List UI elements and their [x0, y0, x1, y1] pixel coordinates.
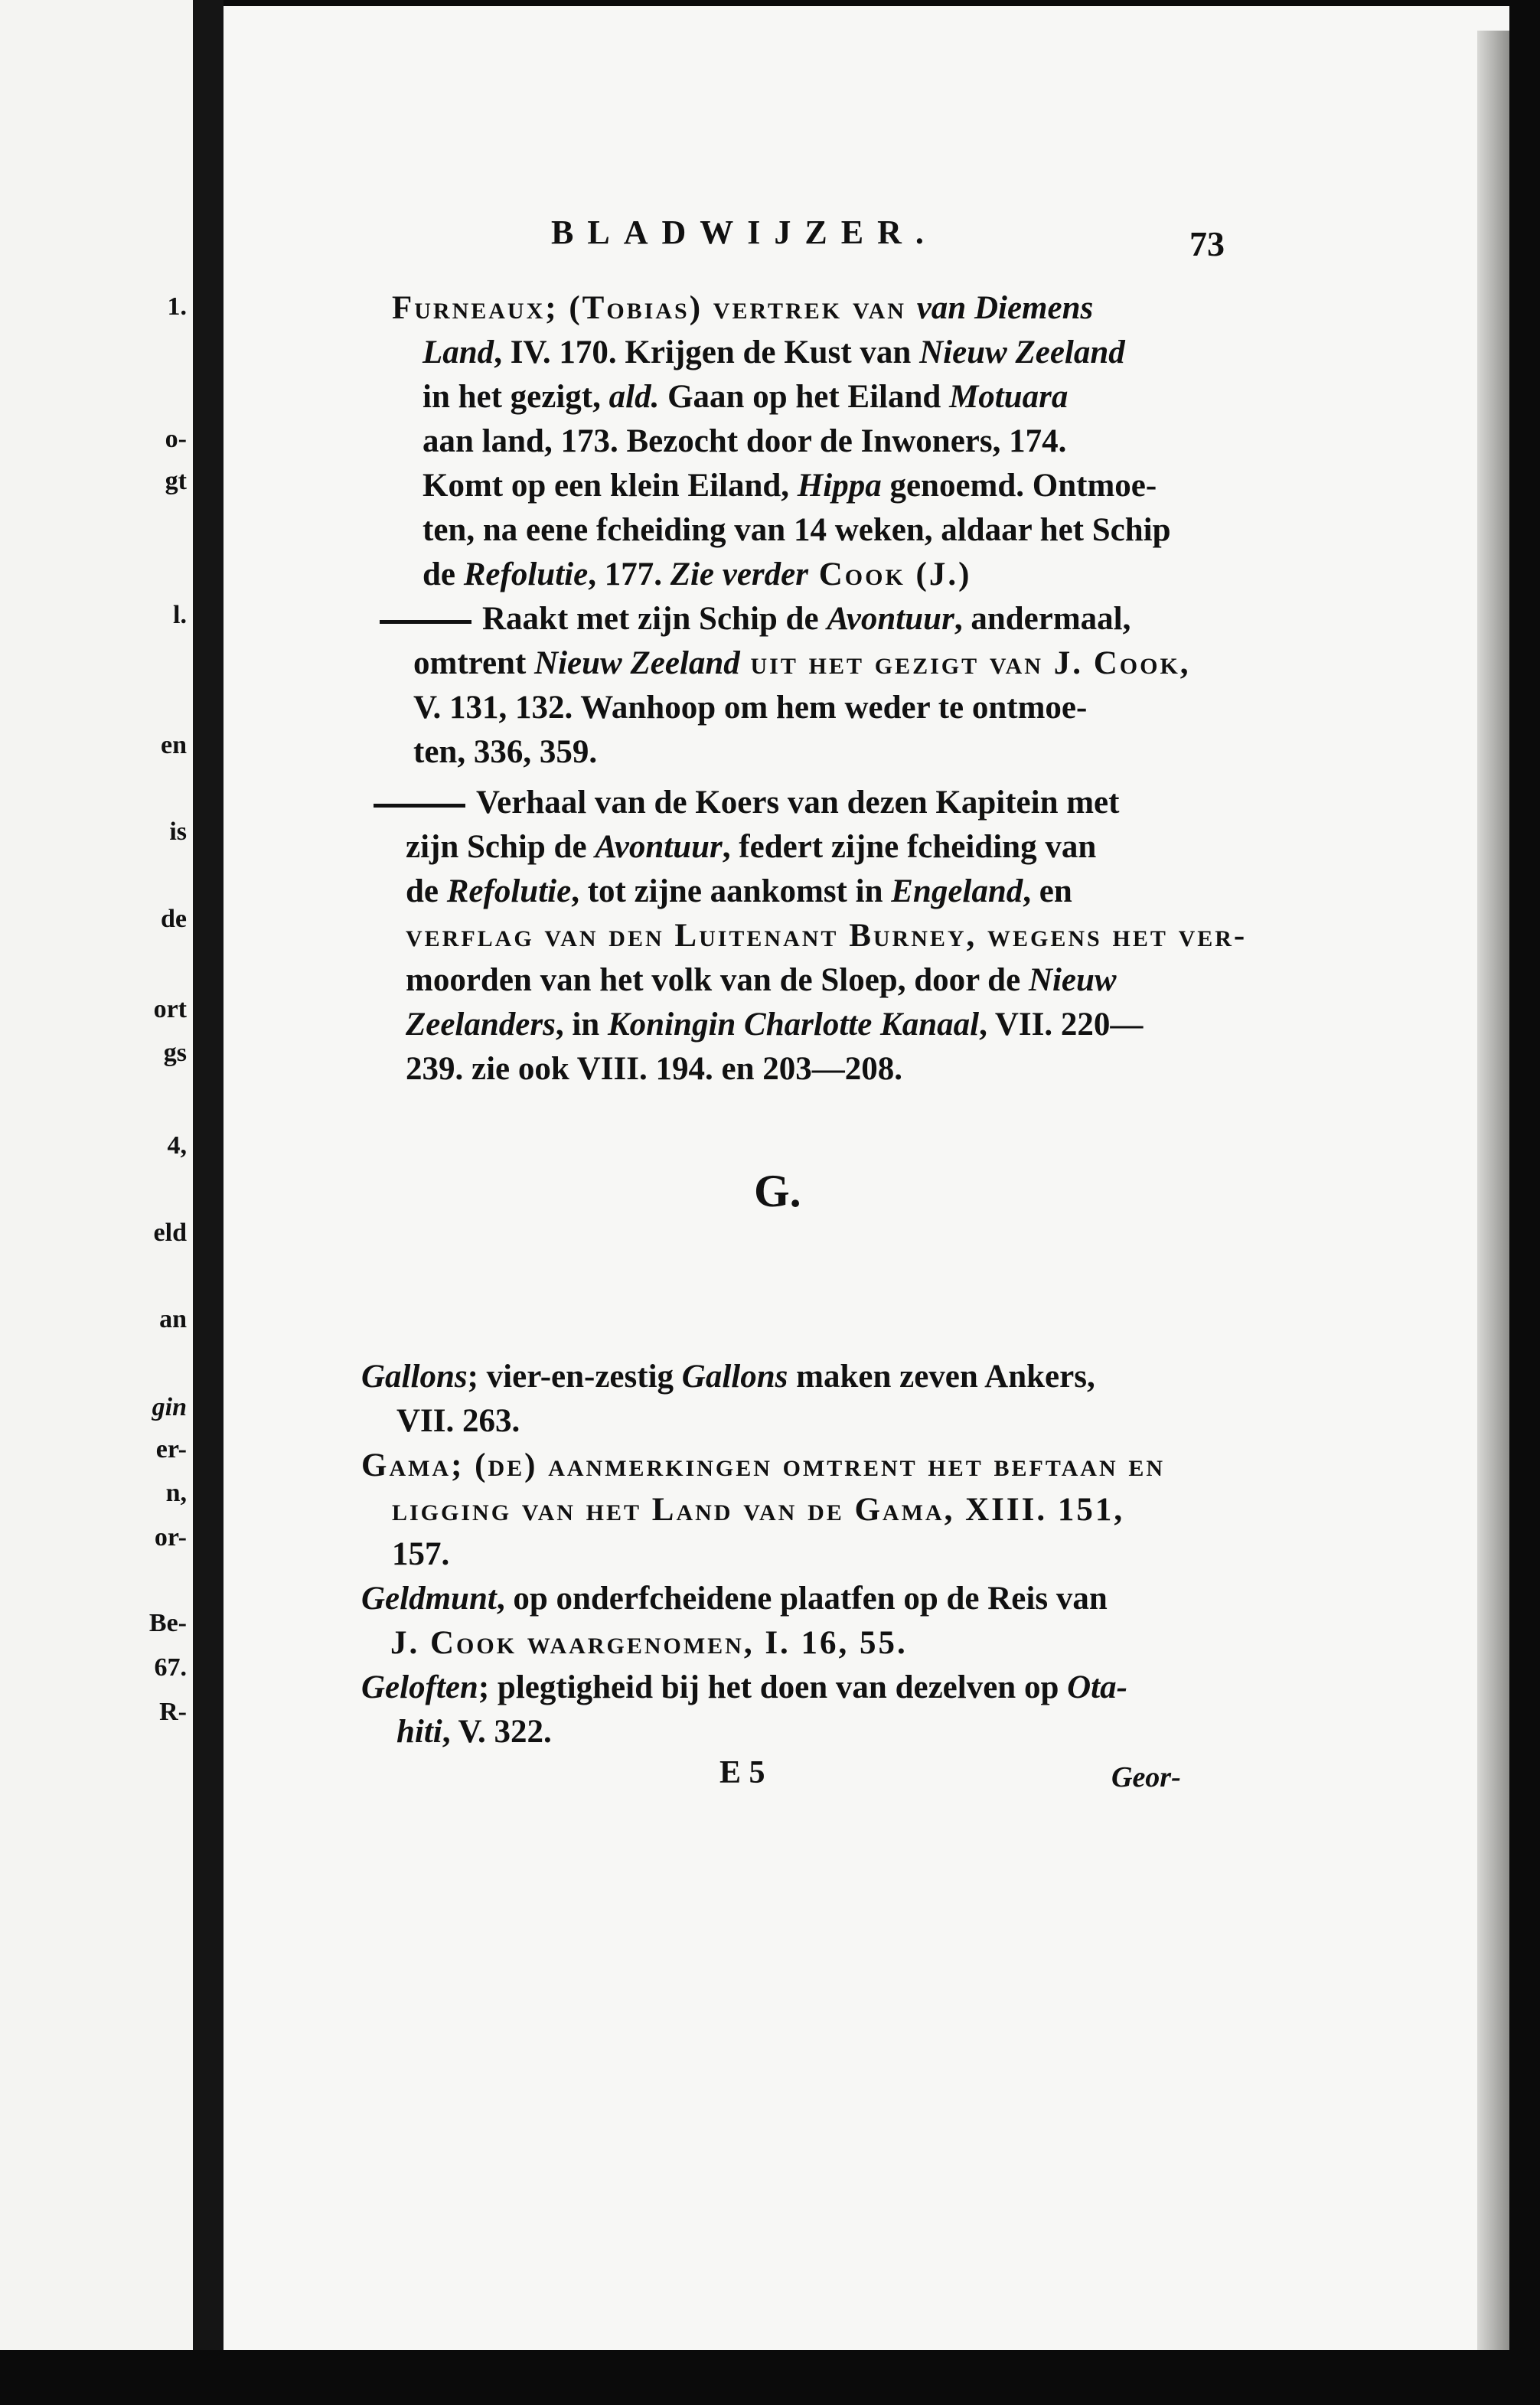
entry-line: de Refolutie, tot zijne aankomst in Engeland, en	[406, 873, 1072, 909]
page-number: 73	[1189, 224, 1225, 263]
signature-mark: E 5	[719, 1755, 765, 1790]
left-fragment: gt	[165, 467, 187, 495]
left-fragment: Be-	[148, 1609, 187, 1637]
left-fragment: er-	[155, 1435, 187, 1464]
left-fragment: gin	[152, 1393, 187, 1421]
entry-line: moorden van het volk van de Sloep, door de Nieuw	[406, 962, 1117, 998]
left-fragment: 1.	[167, 292, 187, 321]
left-fragment: 67.	[154, 1653, 187, 1682]
left-fragment: l.	[173, 601, 187, 629]
entry-line: Raakt met zijn Schip de Avontuur, andermaal,	[380, 597, 1131, 641]
entry-line: Zeelanders, in Koningin Charlotte Kanaal, VII. 220—	[406, 1007, 1144, 1043]
entry-line: Gallons; vier-en-zestig Gallons maken zeven Ankers,	[361, 1359, 1095, 1395]
entry-line: zijn Schip de Avontuur, federt zijne fcheiding van	[406, 829, 1097, 865]
entry-line: Geloften; plegtigheid bij het doen van dezelven op Ota-	[361, 1669, 1127, 1705]
left-fragment: en	[161, 731, 187, 759]
entry-line: Furneaux; (Tobias) vertrek van van Diemens	[392, 290, 1094, 326]
catchword: Geor-	[1111, 1761, 1181, 1793]
entry-line: 157.	[392, 1536, 450, 1572]
left-fragment: o-	[165, 425, 187, 453]
entry-line: J. Cook waargenomen, I. 16, 55.	[390, 1625, 908, 1661]
entry-line: Gama; (de) aanmerkingen omtrent het beftaan en	[361, 1447, 1166, 1483]
section-letter-g: G.	[754, 1166, 801, 1216]
entry-line: ten, 336, 359.	[413, 734, 598, 770]
entry-line: Land, IV. 170. Krijgen de Kust van Nieuw Zeeland	[423, 334, 1125, 370]
entry-line: in het gezigt, ald. Gaan op het Eiland Motuara	[423, 379, 1069, 415]
left-fragment: or-	[154, 1523, 187, 1552]
entry-line: Komt op een klein Eiland, Hippa genoemd. Ontmoe-	[423, 468, 1157, 504]
left-fragment: de	[161, 905, 187, 933]
left-fragment: gs	[163, 1039, 187, 1067]
left-fragment: ort	[153, 995, 187, 1023]
entry-line: hiti, V. 322.	[396, 1714, 552, 1750]
entry-line: omtrent Nieuw Zeeland uit het gezigt van J. Cook,	[413, 645, 1191, 681]
page-title: BLADWIJZER.	[551, 214, 938, 251]
entry-line: 239. zie ook VIII. 194. en 203—208.	[406, 1051, 903, 1087]
entry-line: Geldmunt, op onderfcheidene plaatfen op de Reis van	[361, 1581, 1108, 1617]
left-fragment: eld	[153, 1219, 187, 1247]
left-fragment: R-	[159, 1698, 187, 1726]
entry-line: ten, na eene fcheiding van 14 weken, aldaar het Schip	[423, 512, 1171, 548]
scan-border	[0, 2350, 1540, 2405]
entry-line: verflag van den Luitenant Burney, wegens het ver-	[406, 918, 1248, 954]
left-fragment: is	[169, 817, 187, 846]
entry-line: V. 131, 132. Wanhoop om hem weder te ontmoe-	[413, 690, 1088, 726]
left-fragment: an	[159, 1305, 187, 1333]
entry-line: Verhaal van de Koers van dezen Kapitein met	[374, 781, 1119, 825]
left-fragment: n,	[165, 1479, 187, 1507]
entry-line: ligging van het Land van de Gama, XIII. 151,	[392, 1492, 1125, 1528]
entry-line: aan land, 173. Bezocht door de Inwoners, 174.	[423, 423, 1067, 459]
left-fragment: 4,	[167, 1131, 187, 1160]
entry-line: VII. 263.	[396, 1403, 520, 1439]
entry-line: de Refolutie, 177. Zie verder Cook (J.)	[423, 556, 972, 592]
